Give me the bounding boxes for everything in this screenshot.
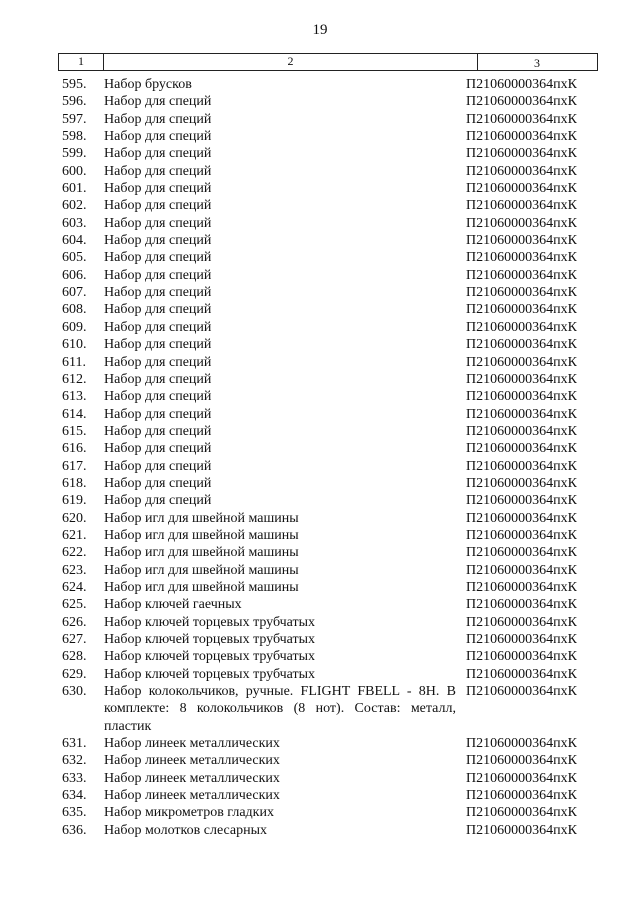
item-name: Набор для специй <box>104 493 212 509</box>
table-row <box>0 215 640 232</box>
item-code: П21060000364пхК <box>466 458 577 474</box>
item-name: Набор для специй <box>104 406 212 422</box>
item-code: П21060000364пхК <box>466 181 577 197</box>
table-row <box>0 354 640 371</box>
item-code: П21060000364пхК <box>466 250 577 266</box>
column-1-header: 1 <box>59 54 104 70</box>
item-code: П21060000364пхК <box>466 319 577 335</box>
item-code: П21060000364пхК <box>466 163 577 179</box>
item-code: П21060000364пхК <box>466 285 577 301</box>
table-row <box>0 579 640 596</box>
item-name: Набор микрометров гладких <box>104 805 274 821</box>
table-row <box>0 440 640 457</box>
row-number: 614. <box>62 406 87 422</box>
row-number: 618. <box>62 475 87 491</box>
item-name: Набор ключей торцевых трубчатых <box>104 614 315 630</box>
item-name: Набор линеек металлических <box>104 770 280 786</box>
item-code: П21060000364пхК <box>466 354 577 370</box>
table-row <box>0 631 640 648</box>
item-code: П21060000364пхК <box>466 129 577 145</box>
item-code: П21060000364пхК <box>466 111 577 127</box>
row-number: 601. <box>62 181 87 197</box>
table-row <box>0 510 640 527</box>
table-row <box>0 93 640 110</box>
column-3-header: 3 <box>534 56 540 70</box>
table-row <box>0 804 640 821</box>
row-number: 625. <box>62 597 87 613</box>
table-row <box>0 458 640 475</box>
item-code: П21060000364пхК <box>466 736 577 752</box>
row-number: 632. <box>62 753 87 769</box>
item-code: П21060000364пхК <box>466 441 577 457</box>
row-number: 615. <box>62 423 87 439</box>
table-row <box>0 562 640 579</box>
table-row <box>0 267 640 284</box>
item-name: Набор линеек металлических <box>104 736 280 752</box>
table-body <box>0 76 640 839</box>
row-number: 604. <box>62 233 87 249</box>
item-name: Набор ключей гаечных <box>104 597 242 613</box>
table-row <box>0 683 640 735</box>
item-code: П21060000364пхК <box>466 632 577 647</box>
row-number: 630. <box>62 684 87 700</box>
row-number: 613. <box>62 389 87 405</box>
table-row <box>0 770 640 787</box>
item-name: Набор для специй <box>104 354 212 370</box>
item-code: П21060000364пхК <box>466 649 577 665</box>
item-name: Набор для специй <box>104 337 212 353</box>
table-row <box>0 180 640 197</box>
item-name: Набор для специй <box>104 181 212 197</box>
row-number: 610. <box>62 337 87 353</box>
table-row <box>0 787 640 804</box>
table-header <box>58 53 598 71</box>
page-number: 19 <box>312 22 328 38</box>
item-code: П21060000364пхК <box>466 805 577 821</box>
table-row <box>0 614 640 631</box>
table-row <box>0 319 640 336</box>
row-number: 609. <box>62 319 87 335</box>
table-row <box>0 492 640 509</box>
table-row <box>0 371 640 388</box>
table-row <box>0 596 640 613</box>
item-code: П21060000364пхК <box>466 371 577 387</box>
row-number: 599. <box>62 146 87 162</box>
item-code: П21060000364пхК <box>466 493 577 509</box>
row-number: 622. <box>62 545 87 561</box>
item-name: Набор молотков слесарных <box>104 822 268 838</box>
item-name: Набор для специй <box>104 215 212 231</box>
item-code: П21060000364пхК <box>466 597 577 613</box>
item-code: П21060000364пхК <box>466 406 577 422</box>
item-name: Набор колокольчиков, ручные. FLIGHT FBELL - 8H. В комплекте: 8 колокольчиков (8 нот). Состав: металл, пластик <box>104 684 456 734</box>
item-code: П21060000364пхК <box>466 233 577 249</box>
row-number: 629. <box>62 666 87 682</box>
table-row <box>0 752 640 769</box>
item-name: Набор ключей торцевых трубчатых <box>104 666 315 682</box>
row-number: 606. <box>62 267 87 283</box>
item-name: Набор для специй <box>104 233 212 249</box>
item-code: П21060000364пхК <box>466 337 577 353</box>
item-name: Набор для специй <box>104 111 212 127</box>
item-code: П21060000364пхК <box>466 788 577 804</box>
item-code: П21060000364пхК <box>466 423 577 439</box>
item-code: П21060000364пхК <box>466 562 577 578</box>
row-number: 597. <box>62 111 87 127</box>
row-number: 636. <box>62 822 87 838</box>
row-number: 612. <box>62 371 87 387</box>
item-name: Набор для специй <box>104 302 212 318</box>
item-name: Набор для специй <box>104 285 212 301</box>
row-number: 626. <box>62 614 87 630</box>
item-code: П21060000364пхК <box>466 302 577 318</box>
item-name: Набор линеек металлических <box>104 788 280 804</box>
table-row <box>0 648 640 665</box>
row-number: 620. <box>62 510 87 526</box>
table-row <box>0 111 640 128</box>
row-number: 600. <box>62 163 87 179</box>
row-number: 631. <box>62 736 87 752</box>
row-number: 605. <box>62 250 87 266</box>
table-row <box>0 527 640 544</box>
item-name: Набор линеек металлических <box>104 753 280 769</box>
item-name: Набор для специй <box>104 94 212 110</box>
item-code: П21060000364пхК <box>466 822 577 838</box>
row-number: 624. <box>62 579 87 595</box>
item-code: П21060000364пхК <box>466 666 577 682</box>
item-name: Набор для специй <box>104 198 212 214</box>
row-number: 596. <box>62 94 87 110</box>
item-name: Набор для специй <box>104 146 212 162</box>
table-row <box>0 423 640 440</box>
row-number: 603. <box>62 215 87 231</box>
row-number: 623. <box>62 562 87 578</box>
item-name: Набор для специй <box>104 129 212 145</box>
item-code: П21060000364пхК <box>466 475 577 491</box>
table-row <box>0 544 640 561</box>
item-name: Набор для специй <box>104 250 212 266</box>
table-row <box>0 197 640 214</box>
item-code: П21060000364пхК <box>466 527 577 543</box>
item-code: П21060000364пхК <box>466 389 577 405</box>
item-code: П21060000364пхК <box>466 684 577 700</box>
row-number: 607. <box>62 285 87 301</box>
item-name: Набор игл для швейной машины <box>104 579 299 595</box>
row-number: 634. <box>62 788 87 804</box>
item-name: Набор для специй <box>104 319 212 335</box>
item-code: П21060000364пхК <box>466 770 577 786</box>
item-name: Набор для специй <box>104 458 212 474</box>
row-number: 616. <box>62 441 87 457</box>
row-number: 602. <box>62 198 87 214</box>
row-number: 635. <box>62 805 87 821</box>
item-code: П21060000364пхК <box>466 267 577 283</box>
table-row <box>0 301 640 318</box>
table-row <box>0 145 640 162</box>
row-number: 621. <box>62 527 87 543</box>
item-name: Набор брусков <box>104 77 192 92</box>
row-number: 595. <box>62 77 87 92</box>
table-row <box>0 284 640 301</box>
table-row <box>0 666 640 683</box>
item-name: Набор игл для швейной машины <box>104 545 299 561</box>
row-number: 619. <box>62 493 87 509</box>
item-code: П21060000364пхК <box>466 510 577 526</box>
column-2-header: 2 <box>104 54 478 70</box>
row-number: 633. <box>62 770 87 786</box>
item-name: Набор для специй <box>104 475 212 491</box>
item-name: Набор для специй <box>104 423 212 439</box>
item-code: П21060000364пхК <box>466 77 577 92</box>
item-name: Набор игл для швейной машины <box>104 510 299 526</box>
row-number: 628. <box>62 649 87 665</box>
row-number: 608. <box>62 302 87 318</box>
item-code: П21060000364пхК <box>466 579 577 595</box>
item-name: Набор ключей торцевых трубчатых <box>104 632 315 647</box>
item-name: Набор ключей торцевых трубчатых <box>104 649 315 665</box>
item-name: Набор для специй <box>104 163 212 179</box>
item-code: П21060000364пхК <box>466 146 577 162</box>
table-row <box>0 388 640 405</box>
table-row <box>0 336 640 353</box>
item-name: Набор для специй <box>104 371 212 387</box>
table-row <box>0 76 640 93</box>
item-name: Набор для специй <box>104 441 212 457</box>
table-row <box>0 735 640 752</box>
item-name: Набор игл для швейной машины <box>104 527 299 543</box>
table-row <box>0 475 640 492</box>
item-name: Набор для специй <box>104 389 212 405</box>
table-row <box>0 822 640 839</box>
row-number: 611. <box>62 354 86 370</box>
item-code: П21060000364пхК <box>466 614 577 630</box>
table-row <box>0 406 640 423</box>
table-row <box>0 249 640 266</box>
row-number: 627. <box>62 632 87 647</box>
row-number: 617. <box>62 458 87 474</box>
table-row <box>0 163 640 180</box>
item-code: П21060000364пхК <box>466 753 577 769</box>
item-name: Набор для специй <box>104 267 212 283</box>
table-row <box>0 128 640 145</box>
item-name: Набор игл для швейной машины <box>104 562 299 578</box>
item-code: П21060000364пхК <box>466 94 577 110</box>
item-code: П21060000364пхК <box>466 198 577 214</box>
row-number: 598. <box>62 129 87 145</box>
table-row <box>0 232 640 249</box>
item-code: П21060000364пхК <box>466 545 577 561</box>
item-code: П21060000364пхК <box>466 215 577 231</box>
